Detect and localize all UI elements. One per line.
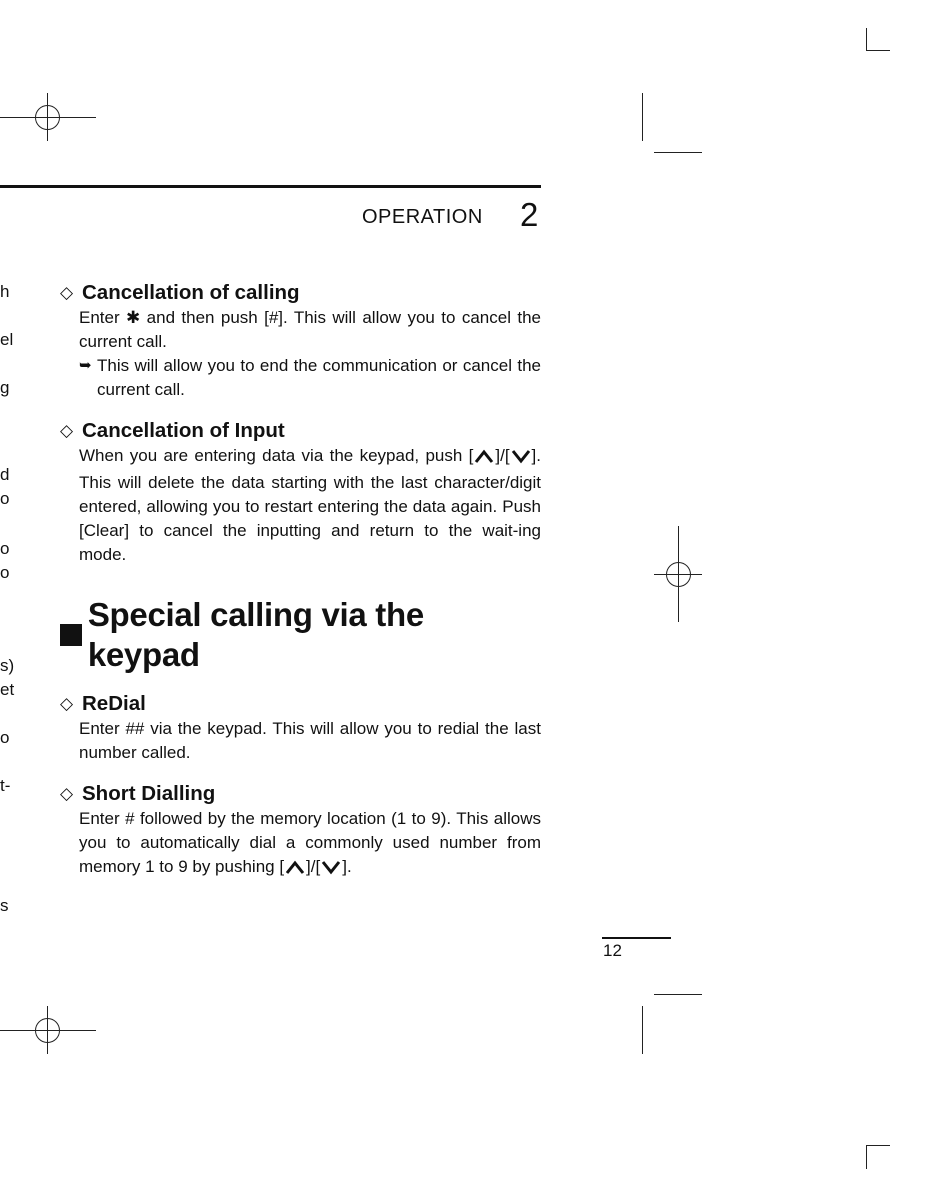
diamond-icon: ◇ <box>60 421 74 440</box>
note-text: This will allow you to end the communication or cancel the current call. <box>97 356 541 399</box>
body-text: Enter # followed by the memory location (1 to 9). This allows you to automatically dial a commonly used number from memory 1 to 9 by pushing [ <box>79 809 541 876</box>
edge-fragment: d <box>0 465 10 484</box>
edge-fragment: h <box>0 282 10 301</box>
chapter-title: OPERATION <box>362 206 483 228</box>
section-heading <box>60 280 541 306</box>
edge-fragment: t- <box>0 776 11 795</box>
square-bullet-icon <box>60 624 82 646</box>
chevron-down-icon <box>320 858 342 882</box>
chevron-up-icon <box>473 447 495 471</box>
body-text: This will delete the data starting with the last character/digit entered, allowing you to restart entering the data again. Push [Clear] to cancel the inputting and return to the wait-ing mode. <box>79 473 541 564</box>
body-text: ]. <box>342 857 352 876</box>
section-body: Enter ## via the keypad. This will allow you to redial the last number called. <box>79 719 541 762</box>
body-text: ]/[ <box>495 446 510 465</box>
edge-fragment: et <box>0 680 15 699</box>
page-content <box>60 280 541 898</box>
section-heading-text: Short Dialling <box>82 782 216 805</box>
edge-fragment: s <box>0 896 9 915</box>
edge-fragment: o <box>0 539 10 558</box>
section-heading <box>60 691 541 717</box>
diamond-icon: ◇ <box>60 784 74 803</box>
section-redial <box>60 691 541 765</box>
diamond-icon: ◇ <box>60 283 74 302</box>
chevron-up-icon <box>284 858 306 882</box>
section-heading <box>60 781 541 807</box>
main-heading <box>60 595 541 675</box>
chevron-down-icon <box>510 447 532 471</box>
body-text: When you are entering data via the keypad, push [ <box>79 446 474 465</box>
footer-rule <box>602 937 671 939</box>
edge-fragment: g <box>0 378 10 397</box>
chapter-number: 2 <box>520 196 539 233</box>
section-heading-text: Cancellation of calling <box>82 281 300 304</box>
body-text: ]. <box>531 446 541 465</box>
section-heading-text: Cancellation of Input <box>82 419 285 442</box>
section-body: Enter ✱ and then push [#]. This will allow you to cancel the current call. <box>79 308 541 351</box>
body-text: ]/[ <box>306 857 321 876</box>
main-heading-text: Special calling via the keypad <box>87 596 424 673</box>
edge-fragment: o <box>0 563 10 582</box>
page-number: 12 <box>603 941 622 960</box>
note-arrow-icon: ➥ <box>79 357 92 374</box>
section-cancellation-of-input <box>60 418 541 567</box>
section-short-dialling <box>60 781 541 882</box>
header-rule <box>0 185 541 188</box>
edge-fragment: o <box>0 728 10 747</box>
edge-fragment: s) <box>0 656 15 675</box>
diamond-icon: ◇ <box>60 694 74 713</box>
section-body <box>79 444 541 567</box>
section-heading-text: ReDial <box>82 692 146 715</box>
edge-fragment: o <box>0 489 10 508</box>
section-body <box>79 807 541 882</box>
note <box>79 354 541 402</box>
edge-fragment: el <box>0 330 14 349</box>
section-heading <box>60 418 541 444</box>
section-cancellation-of-calling <box>60 280 541 402</box>
